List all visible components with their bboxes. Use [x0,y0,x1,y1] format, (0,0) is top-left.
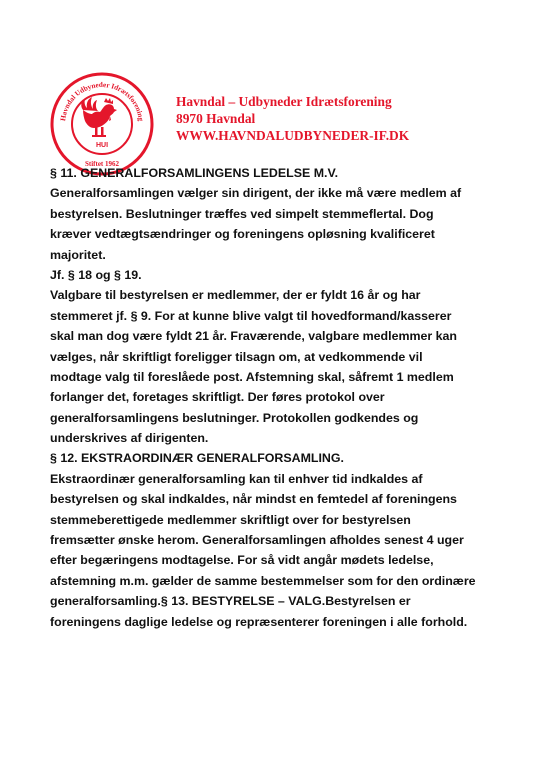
text-line: kræver vedtægtsændringer og foreningens opløsning kvalificeret [50,227,435,242]
text-line: foreningens daglige ledelse og repræsenterer foreningen i alle forhold. [50,614,468,629]
letterhead [176,93,409,144]
logo-founded: Stiftet 1962 [84,160,120,168]
text-line: vælges, når skriftligt foreligger tilsagn om, at vedkommende vil [50,349,423,364]
text-line: stemmeret jf. § 9. For at kunne blive valgt til hovedformand/kasserer [50,308,452,323]
text-line: generalforsamling.§ 13. BESTYRELSE – VALG.Bestyrelsen er [50,594,411,609]
text-line: efter begæringens modtagelse. For så vidt angår mødets ledelse, [50,553,434,568]
logo-ring-text: Havndal Udbyneder Idrætsforening [59,80,145,122]
text-line: bestyrelsen og skal indkaldes, når mindst en femtedel af foreningens [50,492,457,507]
text-line: § 12. EKSTRAORDINÆR GENERALFORSAMLING. [50,451,344,466]
text-line: fremsætter ønske herom. Generalforsamlingen afholdes senest 4 uger [50,533,464,548]
text-line: stemmeberettigede medlemmer skriftligt over for bestyrelsen [50,512,411,527]
club-logo [50,72,154,176]
text-line: generalforsamlingens beslutninger. Protokollen godkendes og [50,410,419,425]
document-body [50,163,502,632]
text-line: bestyrelsen. Beslutninger træffes ved simpelt stemmeflertal. Dog [50,206,434,221]
club-website: WWW.HAVNDALUDBYNEDER-IF.DK [176,128,410,143]
text-line: Jf. § 18 og § 19. [50,267,142,282]
text-line: underskrives af dirigenten. [50,431,209,446]
text-line: § 11. GENERALFORSAMLINGENS LEDELSE M.V. [50,166,339,180]
text-line: afstemning m.m. gælder de samme bestemmelser som for den ordinære [50,573,476,588]
rooster-emblem-icon [50,72,154,176]
text-line: skal man dog være fyldt 21 år. Fraværende, valgbare medlemmer kan [50,329,458,344]
text-line: Ekstraordinær generalforsamling kan til enhver tid indkaldes af [50,471,423,486]
text-line: forlanger det, foretages skriftligt. Der føres protokol over [50,390,385,405]
text-line: modtage valg til foreslåede post. Afstemning skal, såfremt 1 medlem [50,369,454,384]
text-line: Valgbare til bestyrelsen er medlemmer, der er fyldt 16 år og har [50,288,421,303]
text-line: Generalforsamlingen vælger sin dirigent, der ikke må være medlem af [50,186,462,201]
club-address: 8970 Havndal [176,111,256,126]
logo-initials: HUI [95,142,109,149]
text-line: majoritet. [50,247,106,262]
club-name: Havndal – Udbyneder Idrætsforening [176,94,392,109]
